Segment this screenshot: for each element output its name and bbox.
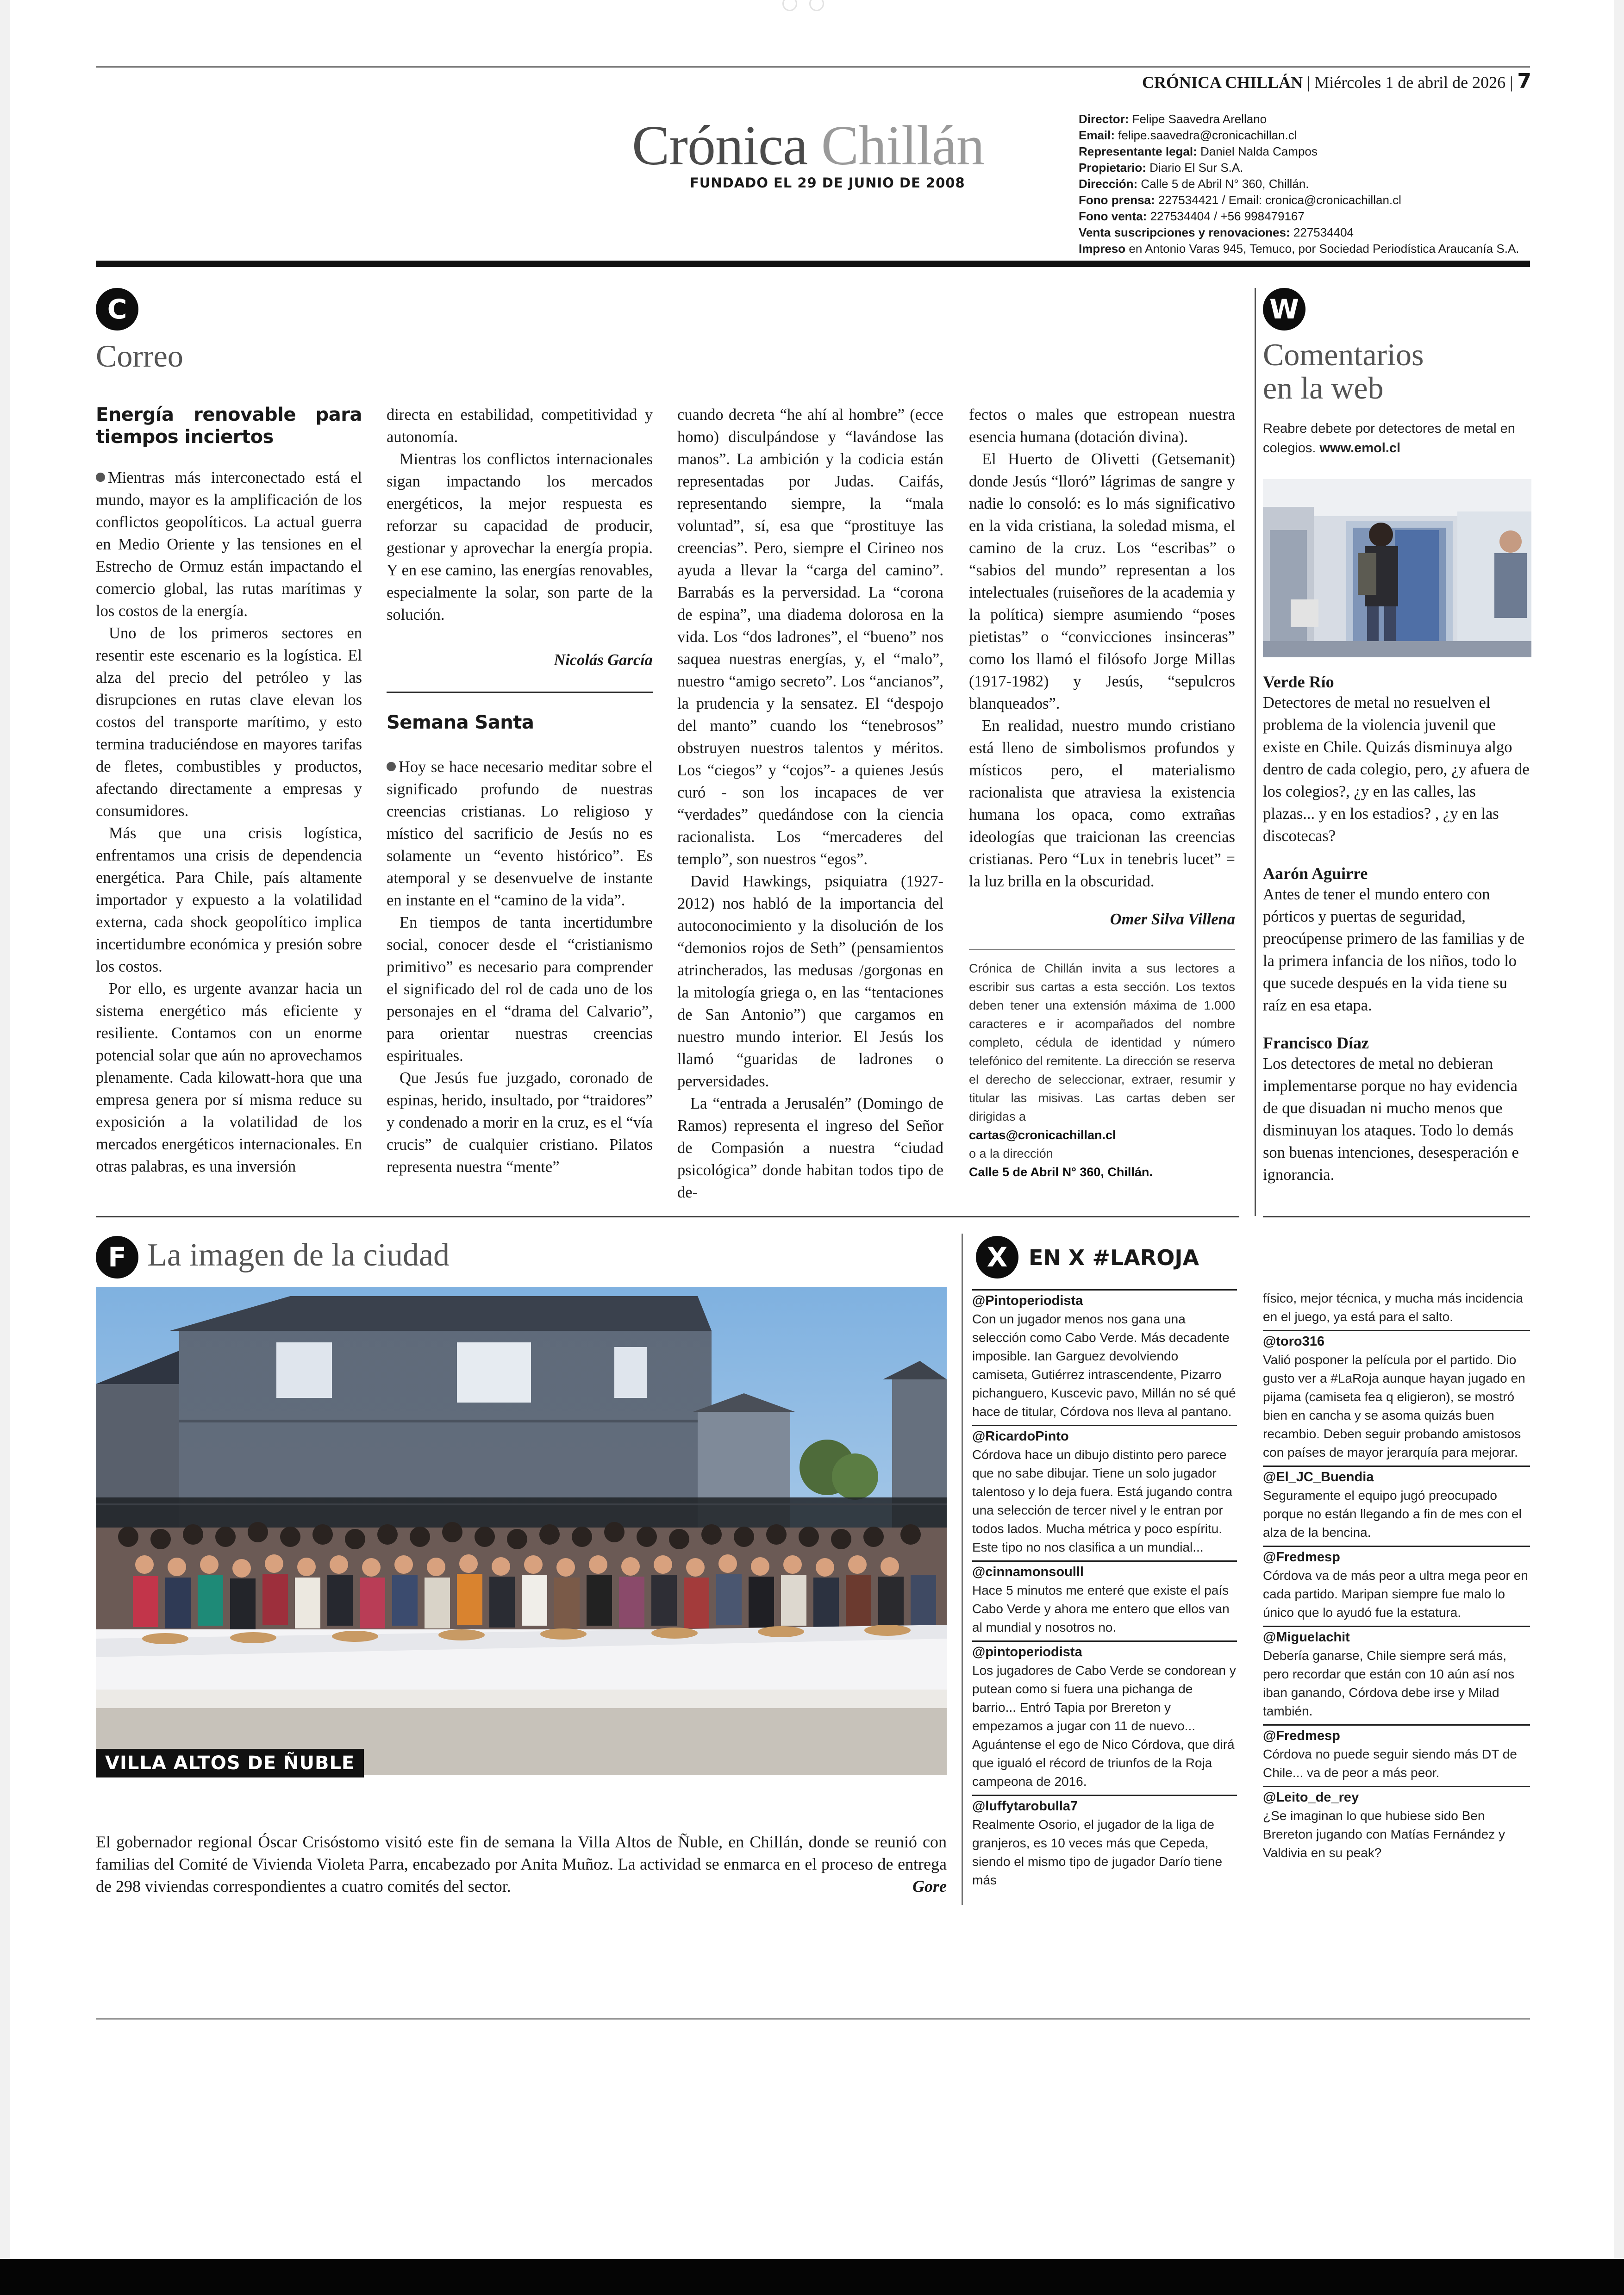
letters-submission-note: Crónica de Chillán invita a sus lectores a escribir sus cartas a esta sección. Los textos deben tener una extensión máxima de 1.000 caracteres e ir acompañados del nombre completo, cédula de identidad y número telefónico del remitente. La dirección se reserva el derecho de seleccionar, extraer, resumir y titular las misivas. Las cartas deben ser dirigidas a cartas@cronicachillan.cl o a la dirección Calle 5 de Abril N° 360, Chillán. (969, 961, 1235, 1179)
tweet-handle: @RicardoPinto (972, 1425, 1237, 1446)
letter2-paragraph: El Huerto de Olivetti (Getsemanit) donde Jesús “lloró” lágrimas de sangre y nadie lo consoló: es lo más significativo en la vida cristiana, la soledad misma, el camino de la cruz. Los “escribas” o “sabios del mundo” representan a los intelectuales (ruiseñores de la academia y la política) siempre asumiendo “poses pietistas” o “convicciones insinceras” como los llamó el filósofo Jorge Millas (1917-1982) y Jesús, “sepulcros blanqueados”. (969, 450, 1235, 712)
letters-column-3 (677, 404, 943, 1204)
tweet-text: Córdova va de más peor a ultra mega peor en cada partido. Maripan siempre fue malo lo único que lo ayudó fue la estatura. (1263, 1568, 1528, 1620)
tweet-handle: @Miguelachit (1263, 1626, 1530, 1646)
founded-date: FUNDADO EL 29 DE JUNIO DE 2008 (690, 175, 965, 191)
letters-column-4 (969, 404, 1235, 1181)
tweet-handle: @pintoperiodista (972, 1640, 1237, 1661)
tweet-handle: @El_JC_Buendia (1263, 1466, 1530, 1486)
staff-box (1079, 111, 1519, 257)
tweet-handle: @toro316 (1263, 1330, 1530, 1351)
letter1-column-1 (96, 404, 362, 1178)
letter2-paragraph: cuando decreta “he ahí al hombre” (ecce homo) disculpándose y “lavándose las manos”. La ambición y la codicia están representadas por Judas. Caifás, representando siempre, la “mala voluntad”, sí, esa que “prostituye las creencias”. Pero, siempre el Cirineo nos ayuda a llevar la “carga del camino”. Barrabás es la perversidad. La “corona de espina”, una diadema dolorosa en la vida. Los “dos ladrones”, el “bueno” nos saquea nuestras energías, y, el “malo”, nuestro “amigo secreto”. Los “ancianos”, la prudencia y la sensatez. El “despojo del manto” cuando los “tenebrosos” obstruyen nuestros talentos y méritos. Los “ciegos” y “cojos”- a quienes Jesús curó - son los incapaces de ver “verdades” quedándose con la ciencia racionalista. Los “mercaderes del templo”, son nuestros “egos”. (677, 406, 943, 868)
letters-column-2 (387, 404, 653, 1178)
tweet (972, 1425, 1237, 1557)
web-comments-photo (1263, 479, 1531, 657)
commenter-name: Verde Río (1263, 673, 1334, 691)
letter2-paragraph: En realidad, nuestro mundo cristiano está lleno de simbolismos profundos y místicos pero, el materialismo racionalista que atraviesa la existencia humana los opaca, como extrañas ideologías que traicionan las creencias cristianas. Pero “Lux in tenebris lucet” = la luz brilla en la obscuridad. (969, 717, 1235, 890)
x-section-title: EN X #LAROJA (1029, 1245, 1199, 1270)
tweet (972, 1795, 1237, 1890)
staff-line: Propietario: Diario El Sur S.A. (1079, 161, 1243, 175)
tweet-handle: @Fredmesp (1263, 1724, 1530, 1745)
staff-line: Fono prensa: 227534421 / Email: cronica@cronicachillan.cl (1079, 193, 1401, 207)
scan-marks (782, 0, 847, 14)
x-badge: X (976, 1236, 1018, 1278)
tweet-handle: @cinnamonsoulll (972, 1560, 1237, 1581)
letter1-signature: Nicolás García (554, 651, 653, 669)
staff-line: Email: felipe.saavedra@cronicachillan.cl (1079, 128, 1297, 142)
tweet (1263, 1466, 1530, 1542)
tweet (972, 1289, 1237, 1421)
tweet-text: Debería ganarse, Chile siempre será más, pero recordar que están con 10 aún así nos iban ganando, Córdova debe irse y Milad también. (1263, 1648, 1515, 1718)
staff-line: Fono venta: 227534404 / +56 998479167 (1079, 209, 1305, 223)
column-divider-x (962, 1234, 963, 1905)
web-source-link[interactable]: www.emol.cl (1319, 441, 1401, 455)
tweet-text: Córdova hace un dibujo distinto pero parece que no sabe dibujar. Tiene un solo jugador talentoso y lo deja fuera. Está jugando contra una selección de tercer nivel y le entran por todos lados. Mucha métrica y poco espíritu. Este tipo no nos clasifica a un mundial... (972, 1447, 1232, 1554)
comment-text: Detectores de metal no resuelven el problema de la violencia juvenil que existe en Chile. Quizás disminuya algo dentro de cada colegio, pero, ¿y afuera de los colegios?, ¿y en las calles, las plazas... y en los estadios? , ¿y en las discotecas? (1263, 694, 1530, 845)
web-title: Comentarios en la web (1263, 337, 1424, 405)
tweets-column-1 (972, 1289, 1237, 1893)
staff-line: Impreso en Antonio Varas 945, Temuco, por Sociedad Periodística Araucanía S.A. (1079, 242, 1519, 256)
photo-caption: El gobernador regional Óscar Crisóstomo visitó este fin de semana la Villa Altos de Ñuble, en Chillán, donde se reunió con familias del Comité de Vivienda Violeta Parra, encabezado por Anita Muñoz. La actividad se enmarca en el proceso de entrega de 298 viviendas correspondientes a cuatro comités del sector. Gore (96, 1831, 947, 1897)
letter1-paragraph: directa en estabilidad, competitividad y autonomía. (387, 406, 653, 446)
bullet-icon (96, 473, 105, 482)
letter2-paragraph: Que Jesús fue juzgado, coronado de espinas, herido, insultado, por “traidores” y condenado a morir en la cruz, es el “vía crucis” de cualquier cristiano. Pilatos representa nuestra “mente” (387, 1069, 653, 1176)
web-badge: W (1263, 288, 1305, 331)
comment-text: Antes de tener el mundo entero con pórticos y puertas de seguridad, preocúpense primero de las familias y de la primera infancia de los niños, todo lo que sucede después en la vida tiene su raíz en esa etapa. (1263, 886, 1525, 1014)
top-rule (96, 66, 1530, 68)
letters-address: Calle 5 de Abril N° 360, Chillán. (969, 1165, 1153, 1179)
page-header-info: CRÓNICA CHILLÁN | Miércoles 1 de abril de 2026 | 7 (1142, 69, 1531, 93)
letter2-paragraph: David Hawkings, psiquiatra (1927-2012) nos habló de la importancia del autoconocimiento y la disolución de los “demonios rojos de Seth” (pensamientos atrincherados, las medusas /gorgonas en la mitología griega o, en las “tentaciones de San Antonio”) que cargamos en nuestro mundo interior. El Jesús los llamó “guaridas de ladrones o perversidades. (677, 873, 943, 1090)
imagen-badge: F (96, 1236, 138, 1278)
letters-email[interactable]: cartas@cronicachillan.cl (969, 1128, 1116, 1142)
staff-line: Representante legal: Daniel Nalda Campos (1079, 144, 1318, 158)
tweet-text: Seguramente el equipo jugó preocupado porque no están llegando a fin de mes con el alza de la bencina. (1263, 1488, 1522, 1540)
header-rule (96, 261, 1530, 267)
tweet-handle: @Leito_de_rey (1263, 1786, 1530, 1807)
letter2-paragraph: La “entrada a Jerusalén” (Domingo de Ramos) representa el ingreso del Señor de Compasión a nuestra “ciudad psicológica” donde habitan todos tipo de de- (677, 1095, 943, 1201)
bottom-rule (96, 2018, 1530, 2020)
tweet-text: Realmente Osorio, el jugador de la liga de granjeros, es 10 veces más que Cepeda, siendo el mismo tipo de jugador Darío tiene más (972, 1817, 1223, 1887)
note-divider (969, 949, 1235, 950)
page-edge-left (0, 0, 10, 2295)
comment-text: Los detectores de metal no debieran implementarse porque no hay evidencia de que disuadan ni mucho menos que disminuyan los ataques. Todo lo demás son buenas intenciones, desesperación e ignorancia. (1263, 1055, 1519, 1184)
letter2-paragraph: Hoy se hace necesario meditar sobre el significado profundo de nuestras creencias cristianas. Lo religioso y místico del sacrificio de Jesús no es solamente un “evento histórico”. Es atemporal y se desenvuelve de instante en instante en el “camino de la vida”. (387, 758, 653, 909)
tweet-handle: @Pintoperiodista (972, 1289, 1237, 1310)
viewer-bottom-bar (0, 2259, 1624, 2295)
tweets-column-2 (1263, 1289, 1530, 1866)
tweet (1263, 1786, 1530, 1862)
letter1-paragraph: Mientras más interconectado está el mundo, mayor es la amplificación de los conflictos geopolíticos. La actual guerra en Medio Oriente y las tensiones en el Estrecho de Ormuz están impactando el comercio global, las rutas marítimas y los costos de la energía. (96, 469, 362, 620)
tweet (972, 1640, 1237, 1791)
web-comment (1263, 864, 1531, 1017)
tweet (1263, 1626, 1530, 1721)
tweet (1263, 1546, 1530, 1622)
tweet-text: Con un jugador menos nos gana una selección como Cabo Verde. Más decadente imposible. Ian Garguez devolviendo camiseta, Gutiérrez intrascendente, Pizarro pichanguero, Kuscevic pavo, Millán no sé qué hace de titular, Córdova nos lleva al pantano. (972, 1312, 1236, 1419)
page-number: 7 (1517, 69, 1531, 93)
tweet (1263, 1330, 1530, 1462)
section-rule-right (1263, 1216, 1530, 1217)
column-divider (1255, 288, 1256, 1216)
staff-line: Venta suscripciones y renovaciones: 227534404 (1079, 225, 1354, 239)
tweet-text: Los jugadores de Cabo Verde se condorean y putean como si fuera una pichanga de barrio... Entró Tapia por Brereton y empezamos a jugar con 11 de nuevo... Aguántense el ego de Nico Córdova, que dirá que igualó el récord de triunfos de la Roja campeona de 2016. (972, 1663, 1236, 1789)
letter2-paragraph: En tiempos de tanta incertidumbre social, conocer desde el “cristianismo primitivo” es necesario para comprender el significado del rol de cada uno de los personajes en el “drama del Calvario”, para orientar nuestras creencias espirituales. (387, 914, 653, 1065)
issue-date: Miércoles 1 de abril de 2026 (1314, 73, 1506, 92)
correo-title: Correo (96, 338, 183, 374)
tweet-handle: @luffytarobulla7 (972, 1795, 1237, 1815)
letter-divider (387, 692, 653, 693)
photo-credit: Gore (912, 1877, 947, 1896)
tweet-handle: @Fredmesp (1263, 1546, 1530, 1566)
web-intro: Reabre debete por detectores de metal en colegios. www.emol.cl (1263, 421, 1515, 455)
web-comments-list (1263, 672, 1531, 1186)
tweet (972, 1560, 1237, 1637)
photo-location-tag: VILLA ALTOS DE ÑUBLE (96, 1749, 364, 1777)
commenter-name: Aarón Aguirre (1263, 864, 1368, 883)
tweet-text: Córdova no puede seguir siendo más DT de Chile... va de peor a más peor. (1263, 1747, 1517, 1780)
letter1-paragraph: Uno de los primeros sectores en resentir este escenario es la logística. El alza del precio del petróleo y las disrupciones en rutas clave elevan los costos del transporte marítimo, y esto termina traduciéndose en mayores tarifas de fletes, combustibles y productos, afectando directamente a empresas y consumidores. (96, 624, 362, 820)
letter1-headline: Energía renovable para tiempos inciertos (96, 404, 362, 448)
masthead-logo: Crónica Chillán (632, 114, 984, 177)
page-edge-right (1614, 0, 1624, 2295)
paper-name: CRÓNICA CHILLÁN (1142, 73, 1303, 92)
bullet-icon (387, 762, 396, 771)
web-comment (1263, 1033, 1531, 1186)
correo-badge: C (96, 288, 138, 331)
imagen-title: La imagen de la ciudad (147, 1237, 450, 1273)
tweet (1263, 1724, 1530, 1782)
letter2-headline: Semana Santa (387, 712, 534, 733)
city-photo (96, 1287, 947, 1775)
staff-line: Dirección: Calle 5 de Abril N° 360, Chillán. (1079, 177, 1309, 191)
commenter-name: Francisco Díaz (1263, 1034, 1369, 1052)
staff-line: Director: Felipe Saavedra Arellano (1079, 112, 1267, 126)
tweet-text: ¿Se imaginan lo que hubiese sido Ben Brereton jugando con Matías Fernández y Valdivia en su peak? (1263, 1809, 1505, 1860)
letter2-signature: Omer Silva Villena (1110, 911, 1235, 928)
section-rule (96, 1216, 1239, 1217)
tweet-text: Hace 5 minutos me enteré que existe el país Cabo Verde y ahora me entero que ellos van al mundial y nosotros no. (972, 1583, 1230, 1634)
letter1-paragraph: Más que una crisis logística, enfrentamos una crisis de dependencia energética. Para Chile, país altamente importador y expuesto a la volatilidad externa, cada shock geopolítico implica incertidumbre económica y presión sobre los costos. (96, 824, 362, 975)
web-comment (1263, 672, 1531, 847)
tweet-text-continued: físico, mejor técnica, y mucha más incidencia en el juego, ya está para el salto. (1263, 1291, 1523, 1324)
letter1-paragraph: Mientras los conflictos internacionales sigan impactando los mercados energéticos, la mejor respuesta es reforzar su capacidad de producir, gestionar y aprovechar la energía propia. Y en ese camino, las energías renovables, especialmente la solar, son parte de la solución. (387, 450, 653, 624)
tweet-text: Valió posponer la película por el partido. Dio gusto ver a #LaRoja aunque hayan jugado en pijama (camiseta fea q eligieron), se mostró bien en cancha y se asoma quizás buen recambio. Deben seguir probando amistosos con países de mayor jerarquía para mejorar. (1263, 1353, 1525, 1459)
letter1-paragraph: Por ello, es urgente avanzar hacia un sistema energético más eficiente y resiliente. Contamos con un enorme potencial solar que aún no aprovechamos plenamente. Cada kilowatt-hora que una empresa genera por sí misma reduce su exposición a la volatilidad de los mercados energéticos internacionales. En otras palabras, es una inversión (96, 980, 362, 1175)
letter2-paragraph: fectos o males que estropean nuestra esencia humana (dotación divina). (969, 406, 1235, 446)
